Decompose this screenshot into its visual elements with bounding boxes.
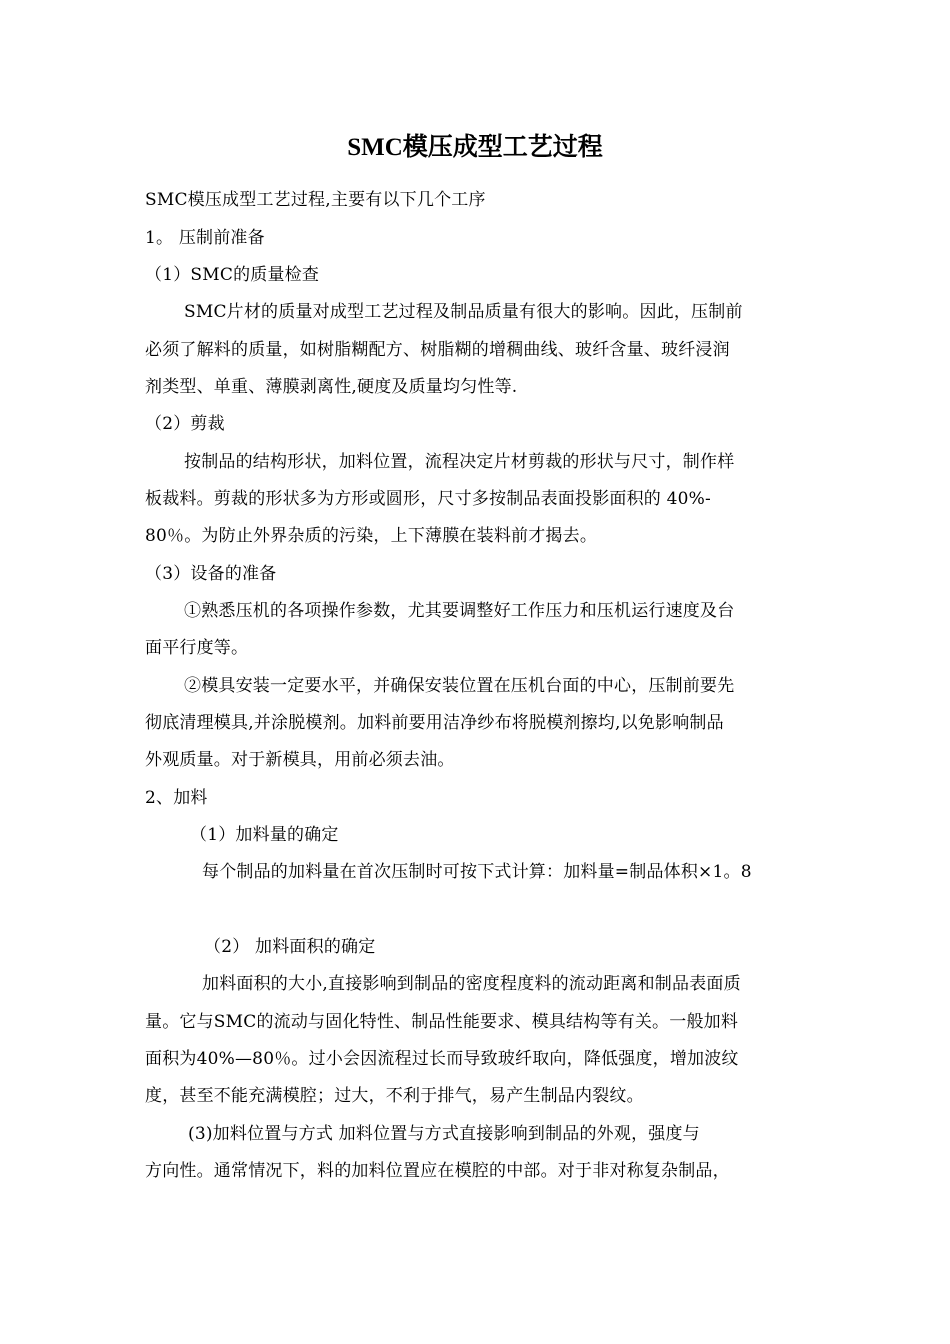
paragraph-line: SMC片材的质量对成型工艺过程及制品质量有很大的影响。因此，压制前 [184, 302, 743, 322]
document-title: SMC模压成型工艺过程 [347, 134, 603, 161]
subsection-heading-2-2: （2） 加料面积的确定 [204, 937, 376, 957]
intro-line: SMC模压成型工艺过程,主要有以下几个工序 [145, 190, 486, 210]
paragraph-line: (3)加料位置与方式 加料位置与方式直接影响到制品的外观，强度与 [188, 1124, 700, 1144]
paragraph-line: 度，甚至不能充满模腔；过大，不利于排气，易产生制品内裂纹。 [145, 1086, 644, 1106]
paragraph-line: 外观质量。对于新模具，用前必须去油。 [145, 750, 455, 770]
subsection-heading-2-1: （1）加料量的确定 [190, 825, 339, 845]
subsection-heading-1-3: （3）设备的准备 [145, 564, 277, 584]
paragraph-line: 加料面积的大小,直接影响到制品的密度程度料的流动距离和制品表面质 [202, 974, 741, 994]
paragraph-line: 面平行度等。 [145, 638, 249, 658]
paragraph-line: 方向性。通常情况下，料的加料位置应在模腔的中部。对于非对称复杂制品， [145, 1161, 730, 1181]
paragraph-line: ①熟悉压机的各项操作参数，尤其要调整好工作压力和压机运行速度及台 [184, 601, 735, 621]
paragraph-line: 按制品的结构形状，加料位置，流程决定片材剪裁的形状与尺寸，制作样 [184, 452, 735, 472]
section-heading-2: 2、加料 [145, 788, 208, 808]
paragraph-line: 面积为40%—80％。过小会因流程过长而导致玻纤取向，降低强度，增加波纹 [145, 1049, 739, 1069]
paragraph-line: 每个制品的加料量在首次压制时可按下式计算：加料量=制品体积×1。8 [202, 862, 752, 882]
paragraph-line: 彻底清理模具,并涂脱模剂。加料前要用洁净纱布将脱模剂擦均,以免影响制品 [145, 713, 724, 733]
subsection-heading-1-2: （2）剪裁 [145, 414, 225, 434]
paragraph-line: 必须了解料的质量，如树脂糊配方、树脂糊的增稠曲线、玻纤含量、玻纤浸润 [145, 340, 730, 360]
paragraph-line: 量。它与SMC的流动与固化特性、制品性能要求、模具结构等有关。一般加料 [145, 1012, 739, 1032]
paragraph-line: ②模具安装一定要水平，并确保安装位置在压机台面的中心，压制前要先 [184, 676, 735, 696]
paragraph-line: 板裁料。剪裁的形状多为方形或圆形，尺寸多按制品表面投影面积的 40%- [145, 489, 711, 509]
section-heading-1: 1。 压制前准备 [145, 228, 265, 248]
paragraph-line: 80％。为防止外界杂质的污染，上下薄膜在装料前才揭去。 [145, 526, 598, 546]
paragraph-line: 剂类型、单重、薄膜剥离性,硬度及质量均匀性等. [145, 377, 518, 397]
subsection-heading-1-1: （1）SMC的质量检查 [145, 265, 320, 285]
